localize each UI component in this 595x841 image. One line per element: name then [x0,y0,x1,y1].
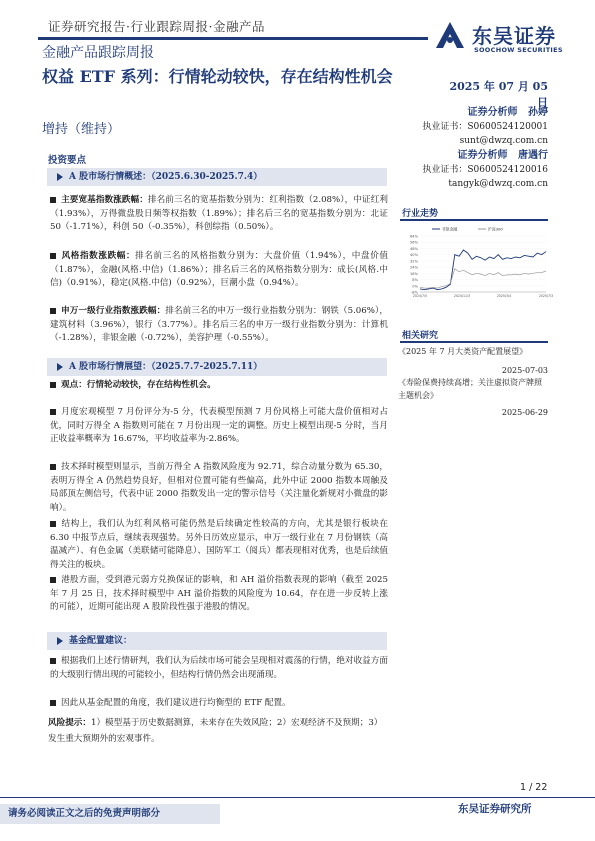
risk-warning-text: 1）模型基于历史数据测算，未来存在失效风险；2）宏观经济不及预期；3）发生重大预期外的宏观事件。 [48,718,383,744]
industry-trend-heading: 行业走势 [402,209,439,219]
paragraph-timing-model [50,461,388,515]
related-item-1-title[interactable]: 《2025 年 7 月大类资产配置展望》 [398,347,528,356]
investment-highlights-heading: 投资要点 [48,155,87,166]
triangle-bullet-icon [57,173,63,181]
analyst-1-name-line [400,106,548,120]
section-market-review-text: A 股市场行情概述：（2025.6.30-2025.7.4） [69,172,263,182]
related-item-2-title[interactable]: 《寿险保费持续高增；关注虚拟资产牌照主题机会》 [398,378,542,400]
report-series-header [38,13,408,35]
report-date: 2025 年 07 月 05 日 [449,80,548,109]
section-fund-allocation [47,632,387,650]
analyst-1-email[interactable]: sunt@dwzq.com.cn [459,136,548,146]
x-tick-label: 2025/7/3 [538,294,554,298]
analyst-2-name-line [400,149,548,163]
footer-brand: 东吴证券研究所 [458,803,532,815]
report-title: 权益 ETF 系列：行情轮动较快，存在结构性机会 [42,67,393,86]
y-tick-label: 16% [410,271,418,276]
square-bullet-icon [50,409,56,415]
y-tick-label: 0% [412,284,418,289]
section-market-outlook [47,358,387,376]
paragraph-market-judgment-text: 根据我们上述行情研判，我们认为后续市场可能会呈现相对震荡的行情，绝对收益方面的大级别行情出现的可能较小，但结构行情仍然会出现涌现。 [50,656,388,680]
industry-trend-rule [400,219,548,221]
analyst-1-cert: 执业证书：S0600524120001 [422,122,548,132]
paragraph-broad-index [50,194,388,235]
logo-chinese-name: 东吴证券 [472,24,556,48]
paragraph-hk-market [50,574,388,615]
paragraph-etf-advice-text: 因此从基金配置的角度，我们建议进行均衡型的 ETF 配置。 [61,698,291,708]
series-line-1 [420,250,546,290]
series-line-2 [420,269,546,288]
square-bullet-icon [50,700,56,706]
paragraph-view-text: 观点：行情轮动较快，存在结构性机会。 [61,380,216,390]
square-bullet-icon [50,308,56,314]
y-tick-label: 32% [410,259,418,264]
paragraph-view [50,379,388,393]
section-market-outlook-text: A 股市场行情展望：（2025.7.7-2025.7.11） [69,362,263,372]
related-item-1[interactable] [398,345,548,377]
square-bullet-icon [50,521,56,527]
footer-rule [0,797,595,798]
triangle-bullet-icon [57,637,63,645]
analyst-1-label: 证券分析师 [467,107,518,118]
paragraph-etf-advice [50,697,388,711]
company-logo [430,18,570,60]
paragraph-style-index [50,250,388,291]
analyst-2-cert: 执业证书：S0600524120016 [422,165,548,175]
document-type: 金融产品跟踪周报 [42,45,154,61]
y-tick-label: 24% [410,265,418,270]
analyst-block-2 [400,149,548,191]
paragraph-macro-model-text: 月度宏观模型 7 月份评分为-5 分，代表模型预测 7 月份风格上可能大盘价值相对占优，同时万得全 A 指数则可能在 7 月份出现一定的调整。历史上模型出现-5 分时，当月正收益率概率为 16.67%，平均收益率为-2.86%。 [50,407,388,445]
chart-legend [432,226,503,231]
y-tick-label: 56% [410,240,418,245]
legend-label: 非银金融 [442,226,458,232]
page-number: 1 / 22 [520,782,548,793]
paragraph-structure-text: 结构上，我们认为红利风格可能仍然是后续确定性较高的方向，尤其是银行板块在 6.30 中报节点后，继续表现强势。另外日历效应显示，申万一级行业在 7 月份钢铁（高温减产）、有色金属（美联储可能降息）、国防军工（阅兵）都表现相对优秀，也是后续值得关注的板块。 [50,519,388,570]
paragraph-style-index-lead: 风格指数涨跌幅： [61,251,136,261]
industry-trend-chart [402,224,554,304]
paragraph-macro-model [50,406,388,447]
analyst-2-email[interactable]: tangyk@dwzq.com.cn [448,179,548,189]
paragraph-timing-model-text: 技术择时模型则显示，当前万得全 A 指数风险度为 92.71，综合动量分数为 65.30，表明万得全 A 仍然趋势良好，但相对位置可能有些偏高，此外中证 2000 指数本周触及局部顶左侧信号，代表中证 2000 指数发出一定的警示信号（关注量化新规对小微盘的影响）。 [50,462,388,513]
y-tick-label: 40% [410,253,418,258]
chart-y-axis [410,235,546,295]
paragraph-market-judgment [50,655,388,682]
square-bullet-icon [50,197,56,203]
related-research-heading: 相关研究 [402,331,439,341]
x-tick-label: 2024/7/5 [412,294,428,298]
y-tick-label: 64% [410,234,418,239]
square-bullet-icon [50,382,56,388]
chart-series-group [420,250,546,290]
related-item-1-date: 2025-07-03 [501,366,548,375]
y-tick-label: 8% [412,278,418,283]
analyst-block-1 [400,106,548,148]
rating-label: 增持（维持） [42,122,121,137]
paragraph-style-index-text: 排名前三名的风格指数分别为：大盘价值（1.94%），中盘价值（1.87%），金融(风格.中信)（1.86%）；排名后三名的风格指数分别为：成长(风格.中信)（0.91%），稳定(风格.中信)（0.92%），巨潮小盘（0.94%）。 [50,251,388,289]
paragraph-industry-index-lead: 申万一级行业指数涨跌幅： [61,306,166,316]
square-bullet-icon [50,577,56,583]
square-bullet-icon [50,253,56,259]
paragraph-industry-index-text: 排名前三名的申万一级行业指数分别为：钢铁（5.06%），建筑材料（3.96%），银行（3.77%）。排名后三名的申万一级行业指数分别为：计算机（-1.28%），非银金融（-0.72%），美容护理（-0.55%）。 [50,306,388,344]
related-item-2-date: 2025-06-29 [501,408,548,417]
square-bullet-icon [50,464,56,470]
section-fund-allocation-text: 基金配置建议： [69,636,133,646]
risk-warning [48,715,388,747]
report-series-text: 证券研究报告·行业跟踪周报·金融产品 [48,19,265,34]
paragraph-broad-index-lead: 主要宽基指数涨跌幅： [61,195,148,205]
analyst-1-name: 孙婷 [528,107,548,118]
analyst-2-name: 唐遇行 [518,150,548,161]
x-tick-label: 2024/11/3 [453,294,471,298]
logo-mark-icon [430,18,470,52]
y-tick-label: 48% [410,246,418,251]
legend-label: 沪深300 [488,226,503,232]
analyst-2-label: 证券分析师 [457,150,508,161]
disclaimer-notice: 请务必阅读正文之后的免责声明部分 [0,804,220,824]
paragraph-broad-index-text: 排名前三名的宽基指数分别为：红利指数（2.08%），中证红利（1.93%），万得微盘股日频等权指数（1.89%）；排名后三名的宽基指数分别为：北证 50（-1.71%），科创 50（-0.35%），科创综指（0.50%）。 [50,195,388,233]
logo-english-name: SOOCHOW SECURITIES [474,46,563,54]
section-market-review [47,168,387,186]
x-tick-label: 2025/3/4 [496,294,512,298]
paragraph-structure [50,518,388,572]
y-tick-label: -8% [411,290,418,295]
square-bullet-icon [50,658,56,664]
triangle-bullet-icon [57,363,63,371]
paragraph-industry-index [50,305,388,346]
chart-x-axis [413,294,553,298]
related-research-rule [400,341,548,343]
related-item-2[interactable] [398,376,548,419]
risk-warning-lead: 风险提示： [48,718,91,728]
header-rule [38,37,428,40]
paragraph-hk-market-text: 港股方面，受到港元弱方兑换保证的影响，和 AH 溢价指数表现的影响（截至 2025 年 7 月 25 日，技术择时模型中 AH 溢价指数的风险度为 10.64，存在进一步反转上涨的可能），近期可能出现 A 股阶段性强于港股的情况。 [50,575,388,613]
